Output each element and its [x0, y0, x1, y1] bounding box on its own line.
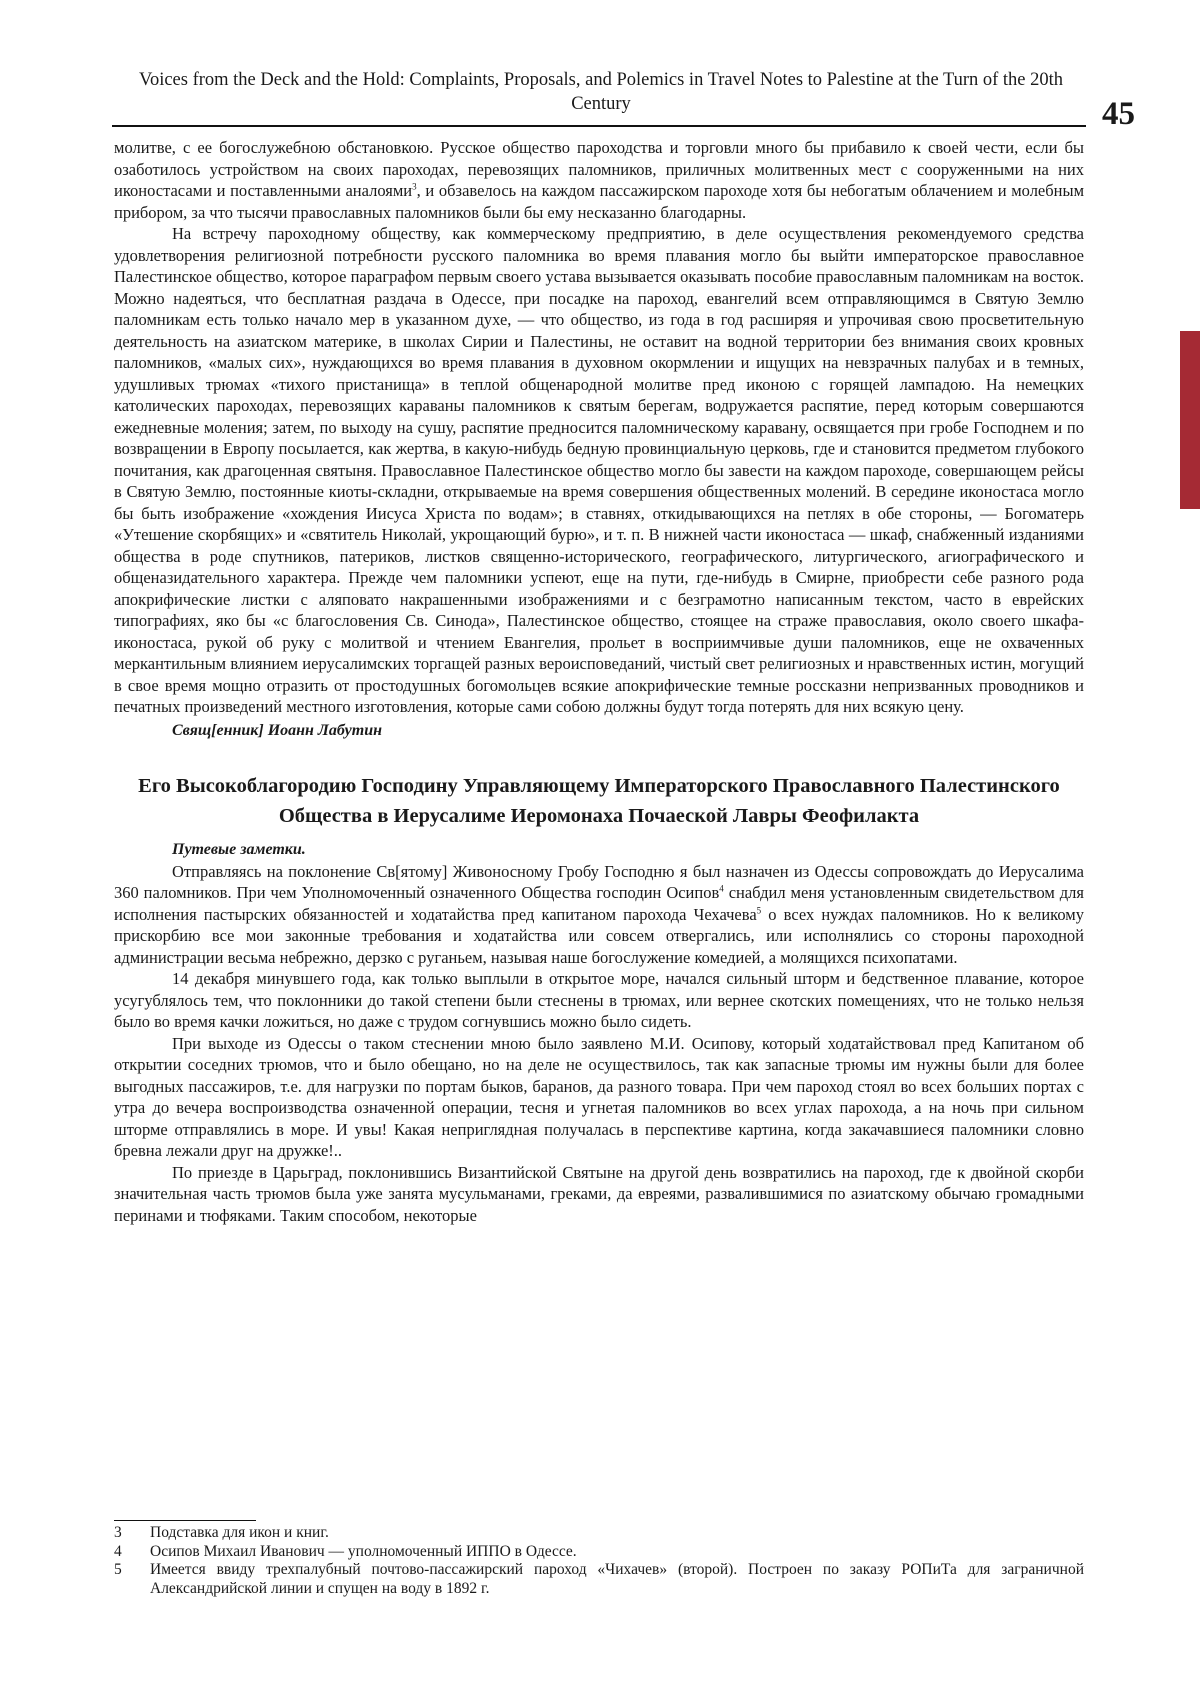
footnote-text: Осипов Михаил Иванович — уполномоченный ИППО в Одессе.: [150, 1542, 577, 1560]
paragraph: По приезде в Царьград, поклонившись Византийской Святыне на другой день возвратились на пароход, где к двойной скорби значительная часть трюмов была уже занята мусульманами, греками, да евреями, развалившимися по азиатскому обычаю громадными перинами и тюфяками. Таким способом, некоторые: [114, 1162, 1084, 1225]
running-head: Voices from the Deck and the Hold: Complaints, Proposals, and Polemics in Travel Notes to Palestine at the Turn of the 20th Century: [138, 70, 1064, 114]
footnote: [114, 1543, 1084, 1562]
paragraph-text: , и обзавелось на каждом пассажирском пароходе хотя бы небогатым облачением и молебным прибором, за что тысячи православных паломников были бы ему несказанно благодарны.: [114, 181, 1085, 222]
header-rule: [112, 125, 1086, 127]
footnote-number: 5: [114, 1561, 122, 1578]
paragraph: 14 декабря минувшего года, как только выплыли в открытое море, начался сильный шторм и бедственное плавание, которое усугублялось тем, что поклонники до такой степени были стеснены в трюмах, или вернее скотских помещениях, что не только нельзя было во время качки ложиться, но даже с трудом согнувшись можно было сидеть.: [114, 969, 1084, 1031]
paragraph: При выходе из Одессы о таком стеснении мною было заявлено М.И. Осипову, который ходатайствовал пред Капитаном об открытии соседних трюмов, что и было обещано, но на деле не осуществилось, так как запасные трюмы им нужны были для более выгодных пассажиров, т.е. для нагрузки по портам быков, баранов, да разного товара. При чем пароход стоял во всех больших портах с утра до вечера воспроизводства означенной операции, тесня и угнетая паломников во всех углах парохода, а на ночь при сильном шторме отправлялись в море. И увы! Какая неприглядная получалась в перспективе картина, когда закачавшиеся паломники словно бревна лежали друг на дружке!..: [114, 1033, 1084, 1160]
footnote: [114, 1524, 1084, 1543]
subheading: Путевые заметки.: [172, 841, 306, 858]
footnote-ref: 4: [719, 883, 724, 894]
footnote-ref: 5: [756, 905, 762, 915]
main-text: [114, 137, 1084, 1226]
footnote-rule: [114, 1520, 256, 1521]
paragraph-text: Отправляясь на поклонение Св[ятому] Живоносному Гробу Господню я был назначен из Одессы сопровождать до Иерусалима 360 паломников. При чем Уполномоченный означенного Общества господин Осипов: [114, 861, 1084, 902]
page-number: 45: [1102, 96, 1135, 132]
paragraph: [114, 861, 1084, 969]
footnote: [114, 1561, 1084, 1598]
paragraph: [114, 137, 1084, 223]
footnote-number: 4: [114, 1542, 122, 1560]
footnotes: [114, 1524, 1084, 1598]
paragraph: На встречу пароходному обществу, как коммерческому предприятию, в деле осуществления рекомендуемого средства удовлетворения религиозной потребности русского паломника во время плавания могло бы выйти императорское православное Палестинское общество, которое параграфом первым своего устава вызывается оказывать пособие православным паломникам на восток. Можно надеяться, что бесплатная раздача в Одессе, при посадке на пароход, евангелий всем отправляющимся в Святую Землю паломникам есть только начало мер в указанном духе, — что общество, из года в год расширяя и упрочивая свою просветительную деятельность на азиатском материке, в школах Сирии и Палестины, не оставит на водной территории без внимания своих кровных паломников, «малых сих», нуждающихся во время плавания в духовном окормлении и ищущих на невзрачных палубах и в темных, удушливых трюмах «тихого пристанища» в теплой общенародной молитве пред иконою с горящей лампадою. На немецких католических пароходах, перевозящих караваны паломников к святым берегам, водружается распятие, перед которым совершаются ежедневные моления; затем, по выходу на сушу, распятие предносится паломническому каравану, освящается при гробе Господнем и по возвращении в Европу посылается, как жертва, в какую-нибудь бедную провинциальную церковь, где и становится предметом глубокого почитания, как драгоценная святыня. Православное Палестинское общество могло бы завести на каждом пароходе, совершающем рейсы в Святую Землю, постоянные киоты-складни, открываемые на время совершения общественных молений. В середине иконостаса могло бы быть изображение «хождения Иисуса Христа по водам»; в ставнях, откидывающихся на петлях в обе стороны, — Богоматерь «Утешение скорбящих» и «святитель Николай, укрощающий бурю», и т. п. В нижней части иконостаса — шкаф, снабженный изданиями общества в роде спутников, патериков, листков священно-исторического, географического, литургического, агиографического и общеназидательного характера. Прежде чем паломники успеют, еще на пути, где-нибудь в Смирне, приобрести себе разного рода апокрифические листки с аляповато накрашенными изображениями и с безграмотно написанным текстом, часто в еврейских типографиях, яко бы «с благословения Св. Синода», Палестинское общество, стоящее на страже православия, около своего шкафа-иконостаса, рукой об руку с молитвой и чтением Евангелия, прольет в восприимчивые души паломников, еще не охваченных меркантильным влиянием иерусалимских торгащей разных вероисповеданий, чистый свет религиозных и нравственных истин, могущий в свое время мощно отразить от простодушных богомольцев всякие апокрифические темные россказни непризванных проводников и печатных произведений местного изготовления, которые сами собою должны будут тогда потерять для них всякую цену.: [114, 224, 1084, 716]
paragraph-text: молитве, с ее богослужебною обстановкою. Русское общество пароходства и торговли много бы прибавило к своей чести, если бы озаботилось устройством на своих пароходах, перевозящих паломников, приличных молитвенных мест с сооруженными на них иконостасами и поставленными аналоями: [114, 138, 1084, 200]
footnote-ref: 3: [412, 181, 417, 192]
paragraph-text: о всех нуждах паломников. Но к великому прискорбию все мои законные требования и ходатайства или совсем отвергались, или исполнялись со стороны пароходной администрации весьма небрежно, дерзко с руганьем, называя наше богослужение комедией, а молящихся психопатами.: [114, 904, 1084, 967]
paragraph-text: снабдил меня установленным свидетельством для исполнения пастырских обязанностей и ходатайства пред капитаном парохода Чехачева: [114, 883, 1084, 924]
footnote-text: Подставка для икон и книг.: [150, 1524, 329, 1541]
edge-tab: [1180, 331, 1200, 509]
section-title: Его Высокоблагородию Господину Управляющему Императорского Православного Палестинского Общества в Иерусалиме Иеромонаха Почаеской Лавры Феофилакта: [138, 775, 1060, 827]
footnote-number: 3: [114, 1524, 122, 1541]
signature: Свящ[енник] Иоанн Лабутин: [172, 721, 382, 739]
footnote-text: Имеется ввиду трехпалубный почтово-пассажирский пароход «Чихачев» (второй). Построен по заказу РОПиТа для заграничной Александрийской линии и спущен на воду в 1892 г.: [150, 1561, 1084, 1597]
